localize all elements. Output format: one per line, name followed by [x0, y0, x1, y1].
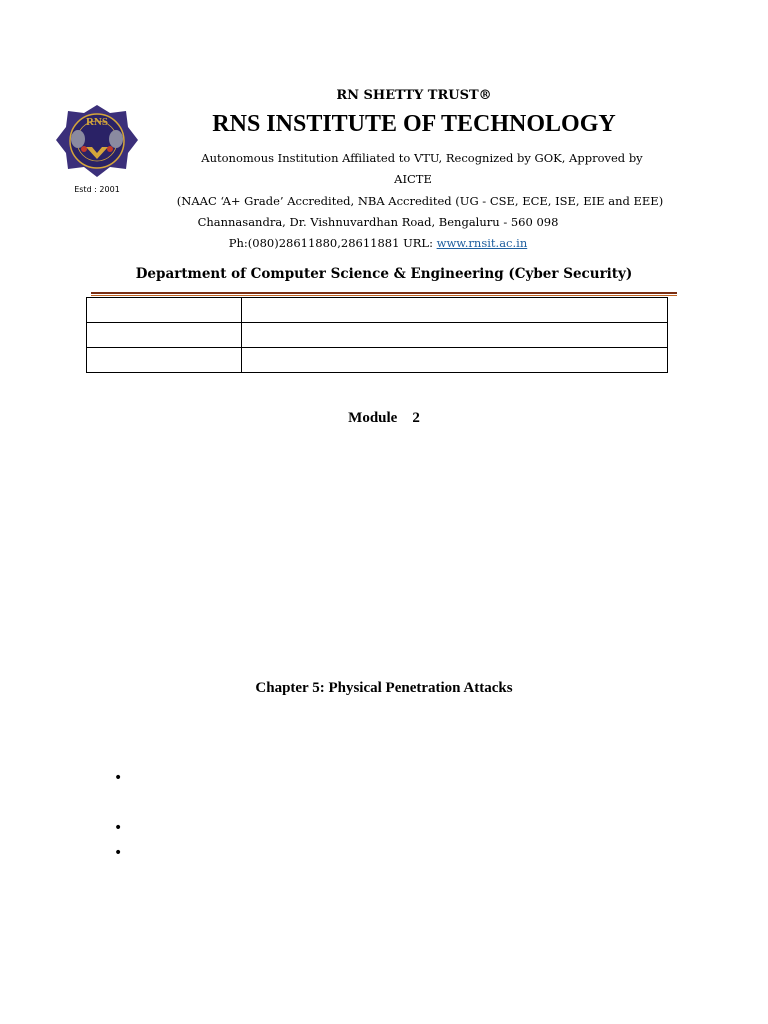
chapter-heading: Chapter 5: Physical Penetration Attacks	[255, 680, 513, 696]
established-year: Estd : 2001	[74, 185, 120, 194]
table-row	[87, 323, 668, 348]
table-cell	[242, 323, 668, 348]
trust-name: RN SHETTY TRUST®	[336, 88, 492, 103]
header-divider	[91, 292, 677, 294]
accreditation-line: (NAAC ‘A+ Grade’ Accredited, NBA Accredited (UG - CSE, ECE, ISE, EIE and EEE)	[176, 194, 664, 208]
affiliation-line-2: AICTE	[394, 172, 432, 186]
address-line: Channasandra, Dr. Vishnuvardhan Road, Bengaluru - 560 098	[197, 215, 559, 229]
institute-name: RNS INSTITUTE OF TECHNOLOGY	[212, 111, 616, 137]
table-row	[87, 298, 668, 323]
header-divider-accent	[91, 295, 677, 296]
list-item-bullet: •	[114, 820, 123, 836]
website-link[interactable]: www.rnsit.ac.in	[436, 236, 528, 250]
table-cell	[87, 348, 242, 373]
logo-text: RNS	[85, 116, 108, 128]
department-title: Department of Computer Science & Engineering (Cyber Security)	[135, 266, 633, 282]
list-item-bullet: •	[114, 770, 123, 786]
table-row	[87, 348, 668, 373]
table-cell	[87, 323, 242, 348]
table-cell	[87, 298, 242, 323]
module-heading: Module 2	[348, 410, 420, 426]
phone-text: Ph:(080)28611880,28611881 URL:	[228, 236, 437, 250]
table-cell	[242, 298, 668, 323]
info-table	[86, 297, 668, 373]
contact-line	[0, 236, 756, 250]
list-item-bullet: •	[114, 845, 123, 861]
table-cell	[242, 348, 668, 373]
affiliation-line: Autonomous Institution Affiliated to VTU, Recognized by GOK, Approved by	[201, 151, 643, 165]
